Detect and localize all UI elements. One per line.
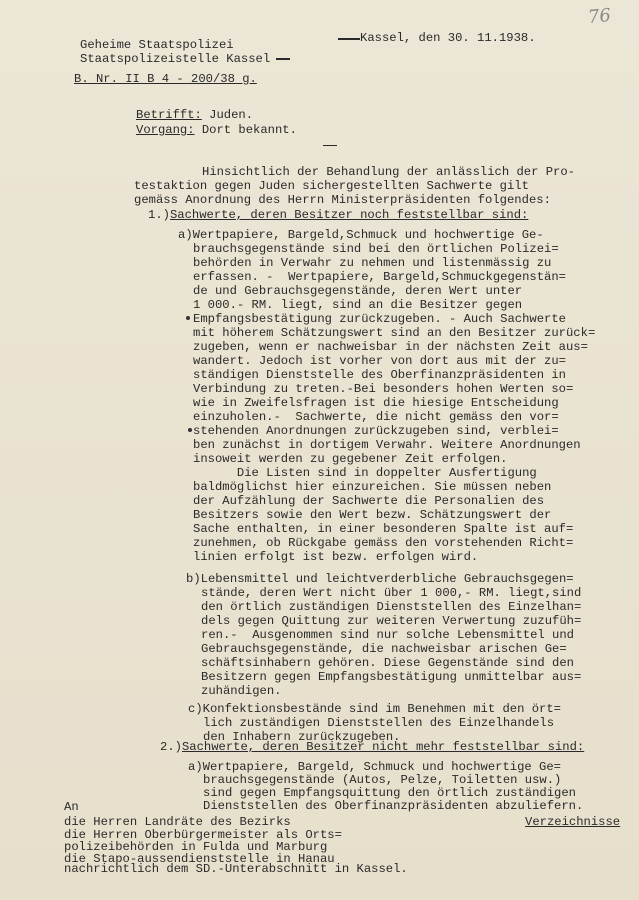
- betrifft-value: Juden.: [209, 108, 254, 122]
- s2a-line: brauchsgegenstände (Autos, Pelze, Toiletten usw.): [203, 773, 562, 787]
- section-2-heading: [160, 740, 584, 754]
- s1a-line: zunehmen, ob Rückgabe gemäss den vorstehenden Richt=: [193, 536, 574, 550]
- s1b-line: dels gegen Quittung zur weiteren Verwertung zuzufüh=: [201, 614, 582, 628]
- sender-line-2: Staatspolizeistelle Kassel: [80, 52, 271, 66]
- section-2-title: Sachwerte, deren Besitzer nicht mehr feststellbar sind:: [181, 740, 585, 754]
- sender-line-1: Geheime Staatspolizei: [80, 38, 234, 52]
- verzeichnisse-label: Verzeichnisse: [525, 815, 621, 829]
- betrifft-label: Betrifft:: [136, 108, 202, 122]
- s1a-line: wie in Zweifelsfragen ist die hiesige Entscheidung: [193, 396, 559, 410]
- recipient-line: die Herren Oberbürgermeister als Orts=: [64, 828, 342, 842]
- s2a-line: a)Wertpapiere, Bargeld, Schmuck und hochwertige Ge=: [188, 760, 561, 774]
- section-1-title: Sachwerte, deren Besitzer noch feststellbar sind:: [169, 208, 529, 222]
- s1b-line: stände, deren Wert nicht über 1 000,- RM. liegt,sind: [201, 586, 582, 600]
- vorgang-value: Dort bekannt.: [201, 123, 297, 137]
- intro-line: gemäss Anordnung des Herrn Ministerpräsidenten folgendes:: [134, 193, 551, 207]
- s1a-line: Sache enthalten, in einer besonderen Spalte ist auf=: [193, 522, 574, 536]
- page-number: 76: [586, 4, 612, 29]
- recipient-line: die Herren Landräte des Bezirks: [64, 815, 291, 829]
- s1b-line: schäftsinhabern gehören. Diese Gegenstände sind den: [201, 656, 574, 670]
- recipient-line: polizeibehörden in Fulda und Marburg: [64, 840, 328, 854]
- s1a-line: der Aufzählung der Sachwerte die Personalien des: [193, 494, 545, 508]
- section-1-heading: [148, 208, 528, 222]
- reference-number: B. Nr. II B 4 - 200/38 g.: [74, 72, 257, 86]
- s1a-line: ben zunächst in dortigem Verwahr. Weitere Anordnungen: [193, 438, 581, 452]
- vorgang-row: [136, 123, 297, 137]
- s1a-line: einzuholen.- Sachwerte, die nicht gemäss den vor=: [193, 410, 559, 424]
- recipient-an: An: [64, 800, 79, 814]
- strike-mark: [338, 38, 360, 40]
- s1a-line: Verbindung zu treten.-Bei besonders hohen Werten so=: [193, 382, 574, 396]
- s1a-line: mit höherem Schätzungswert sind an den Besitzer zurück=: [193, 326, 596, 340]
- s1a-line: baldmöglichst hier einzureichen. Sie müssen neben: [193, 480, 552, 494]
- s1a-line: brauchsgegenstände sind bei den örtlichen Polizei=: [193, 242, 559, 256]
- betrifft-row: [136, 108, 253, 122]
- s1b-line: zuhändigen.: [201, 684, 282, 698]
- strike-mark: [276, 58, 290, 60]
- s1a-line: erfassen. - Wertpapiere, Bargeld,Schmuckgegenstän=: [193, 270, 566, 284]
- s1c-line: den Inhabern zurückzugeben.: [203, 730, 401, 744]
- place-date: Kassel, den 30. 11.1938.: [360, 31, 536, 45]
- s1c-line: c)Konfektionsbestände sind im Benehmen mit den ört=: [188, 702, 561, 716]
- margin-mark: [188, 428, 192, 432]
- s1b-line: Gebrauchsgegenstände, die nachweisbar arischen Ge=: [201, 642, 567, 656]
- intro-line: testaktion gegen Juden sichergestellten Sachwerte gilt: [134, 179, 529, 193]
- separator-dash: [323, 145, 337, 146]
- recipient-line: nachrichtlich dem SD.-Unterabschnitt in Kassel.: [64, 862, 408, 876]
- s1a-line: 1 000.- RM. liegt, sind an die Besitzer gegen: [193, 298, 523, 312]
- s1b-line: b)Lebensmittel und leichtverderbliche Gebrauchsgegen=: [186, 572, 574, 586]
- s1a-line: ständigen Dienststelle des Oberfinanzpräsidenten in: [193, 368, 566, 382]
- s1a-line: de und Gebrauchsgegenstände, deren Wert unter: [193, 284, 523, 298]
- s1a-line: Empfangsbestätigung zurückzugeben. - Auch Sachwerte: [193, 312, 566, 326]
- s1b-line: ren.- Ausgenommen sind nur solche Lebensmittel und: [201, 628, 574, 642]
- s1a-line: insoweit werden zu gegebener Zeit erfolgen.: [193, 452, 508, 466]
- s2a-line: Dienststellen des Oberfinanzpräsidenten abzuliefern.: [203, 799, 584, 813]
- s1a-line: Besitzers sowie den Wert bezw. Schätzungswert der: [193, 508, 552, 522]
- s1a-line: zugeben, wenn er nachweisbar in der nächsten Zeit aus=: [193, 340, 588, 354]
- margin-mark: [186, 316, 190, 320]
- section-1-number: 1.): [148, 208, 170, 222]
- s1a-line: Die Listen sind in doppelter Ausfertigung: [193, 466, 537, 480]
- intro-line: Hinsichtlich der Behandlung der anlässlich der Pro-: [202, 165, 575, 179]
- s1b-line: den örtlich zuständigen Dienststellen des Einzelhan=: [201, 600, 582, 614]
- s1a-line: wandert. Jedoch ist vorher von dort aus mit der zu=: [193, 354, 566, 368]
- section-2-number: 2.): [160, 740, 182, 754]
- s1b-line: Besitzern gegen Empfangsbestätigung unmittelbar aus=: [201, 670, 582, 684]
- s1a-line: linien erfolgt ist bezw. erfolgen wird.: [193, 550, 479, 564]
- s2a-line: sind gegen Empfangsquittung den örtlich zuständigen: [203, 786, 576, 800]
- recipient-line: die Stapo-aussendienststelle in Hanau: [64, 852, 335, 866]
- s1a-line: stehenden Anordnungen zurückzugeben sind, verblei=: [193, 424, 559, 438]
- s1a-line: behörden in Verwahr zu nehmen und listenmässig zu: [193, 256, 552, 270]
- s1a-line: a)Wertpapiere, Bargeld,Schmuck und hochwertige Ge-: [178, 228, 544, 242]
- s1c-line: lich zuständigen Dienststellen des Einzelhandels: [203, 716, 555, 730]
- vorgang-label: Vorgang:: [136, 123, 195, 137]
